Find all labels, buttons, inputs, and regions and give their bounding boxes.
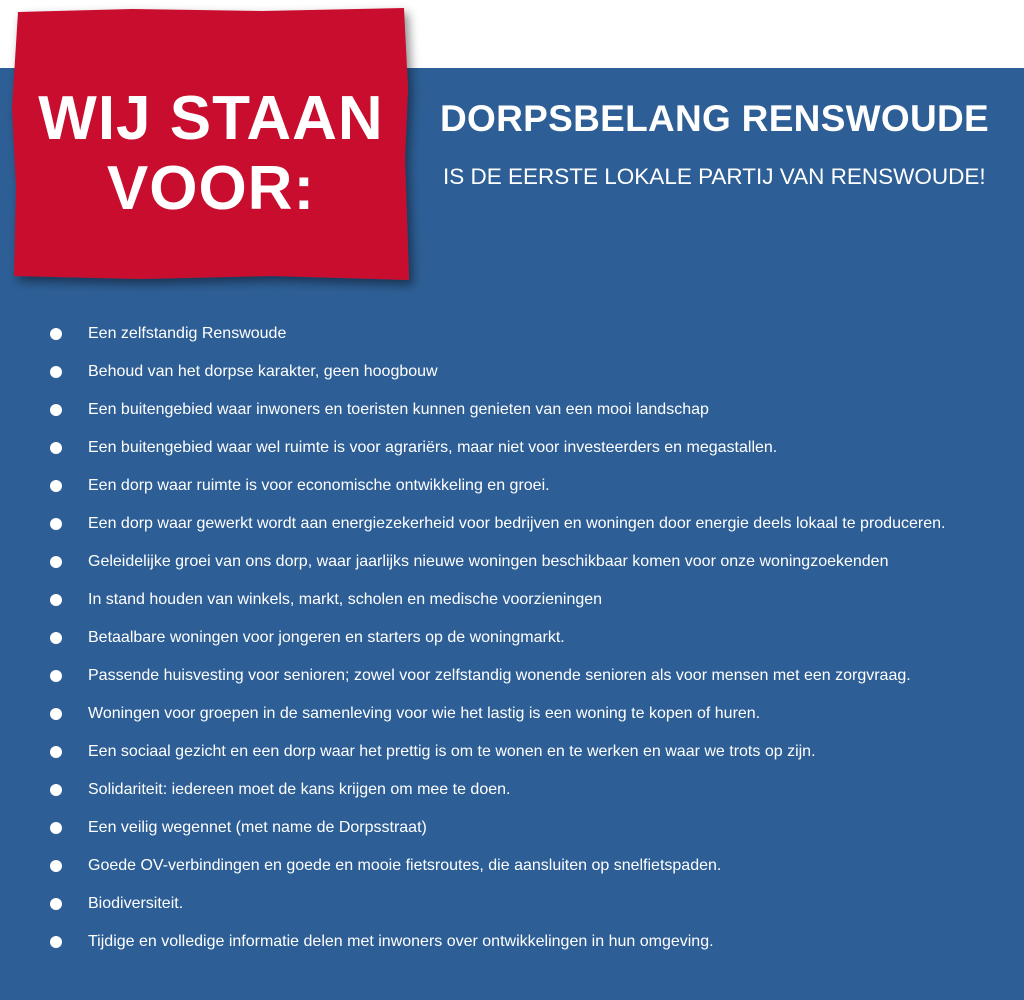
list-item (0, 543, 1024, 581)
list-item-label: Een sociaal gezicht en een dorp waar het prettig is om te wonen en te werken en waar we trots op zijn. (88, 743, 816, 760)
list-item (0, 733, 1024, 771)
list-item (0, 619, 1024, 657)
list-item (0, 657, 1024, 695)
list-item (0, 695, 1024, 733)
list-item (0, 315, 1024, 353)
list-item (0, 809, 1024, 847)
party-name-heading: DORPSBELANG RENSWOUDE (440, 98, 989, 139)
list-item-label: Biodiversiteit. (88, 895, 184, 912)
bullet-dot-icon (50, 632, 62, 644)
bullet-dot-icon (50, 518, 62, 530)
badge-line-1: WIJ STAAN (38, 84, 384, 153)
bullet-dot-icon (50, 556, 62, 568)
badge-heading (12, 84, 410, 224)
bullet-dot-icon (50, 860, 62, 872)
list-item (0, 771, 1024, 809)
list-item (0, 467, 1024, 505)
list-item-label: Een zelfstandig Renswoude (88, 325, 287, 342)
points-list (0, 315, 1024, 961)
bullet-dot-icon (50, 328, 62, 340)
bullet-dot-icon (50, 670, 62, 682)
list-item-label: Geleidelijke groei van ons dorp, waar jaarlijks nieuwe woningen beschikbaar komen voor onze woningzoekenden (88, 553, 889, 570)
list-item-label: Passende huisvesting voor senioren; zowel voor zelfstandig wonende senioren als voor mensen met een zorgvraag. (88, 667, 911, 684)
list-item (0, 847, 1024, 885)
list-item (0, 923, 1024, 961)
bullet-dot-icon (50, 822, 62, 834)
red-badge (12, 8, 410, 280)
bullet-dot-icon (50, 898, 62, 910)
badge-line-2: VOOR: (106, 154, 316, 223)
bullet-dot-icon (50, 442, 62, 454)
list-item-label: Een dorp waar gewerkt wordt aan energiezekerheid voor bedrijven en woningen door energie deels lokaal te produceren. (88, 515, 946, 532)
party-tagline: IS DE EERSTE LOKALE PARTIJ VAN RENSWOUDE! (443, 164, 986, 189)
bullet-dot-icon (50, 594, 62, 606)
list-item-label: Een veilig wegennet (met name de Dorpsstraat) (88, 819, 427, 836)
list-item (0, 391, 1024, 429)
bullet-dot-icon (50, 746, 62, 758)
list-item-label: Betaalbare woningen voor jongeren en starters op de woningmarkt. (88, 629, 565, 646)
list-item-label: Woningen voor groepen in de samenleving voor wie het lastig is een woning te kopen of huren. (88, 705, 761, 722)
list-item-label: Behoud van het dorpse karakter, geen hoogbouw (88, 363, 438, 380)
list-item (0, 429, 1024, 467)
list-item (0, 505, 1024, 543)
bullet-dot-icon (50, 480, 62, 492)
bullet-dot-icon (50, 784, 62, 796)
bullet-dot-icon (50, 404, 62, 416)
list-item-label: In stand houden van winkels, markt, scholen en medische voorzieningen (88, 591, 603, 608)
list-item-label: Een buitengebied waar wel ruimte is voor agrariërs, maar niet voor investeerders en megastallen. (88, 439, 778, 456)
list-item-label: Een dorp waar ruimte is voor economische ontwikkeling en groei. (88, 477, 550, 494)
bullet-dot-icon (50, 936, 62, 948)
bullet-dot-icon (50, 366, 62, 378)
list-item-label: Tijdige en volledige informatie delen met inwoners over ontwikkelingen in hun omgeving. (88, 933, 714, 950)
list-item (0, 581, 1024, 619)
list-item-label: Een buitengebied waar inwoners en toeristen kunnen genieten van een mooi landschap (88, 401, 709, 418)
bullet-dot-icon (50, 708, 62, 720)
list-item (0, 353, 1024, 391)
list-item (0, 885, 1024, 923)
list-item-label: Solidariteit: iedereen moet de kans krijgen om mee te doen. (88, 781, 511, 798)
list-item-label: Goede OV-verbindingen en goede en mooie fietsroutes, die aansluiten op snelfietspaden. (88, 857, 722, 874)
